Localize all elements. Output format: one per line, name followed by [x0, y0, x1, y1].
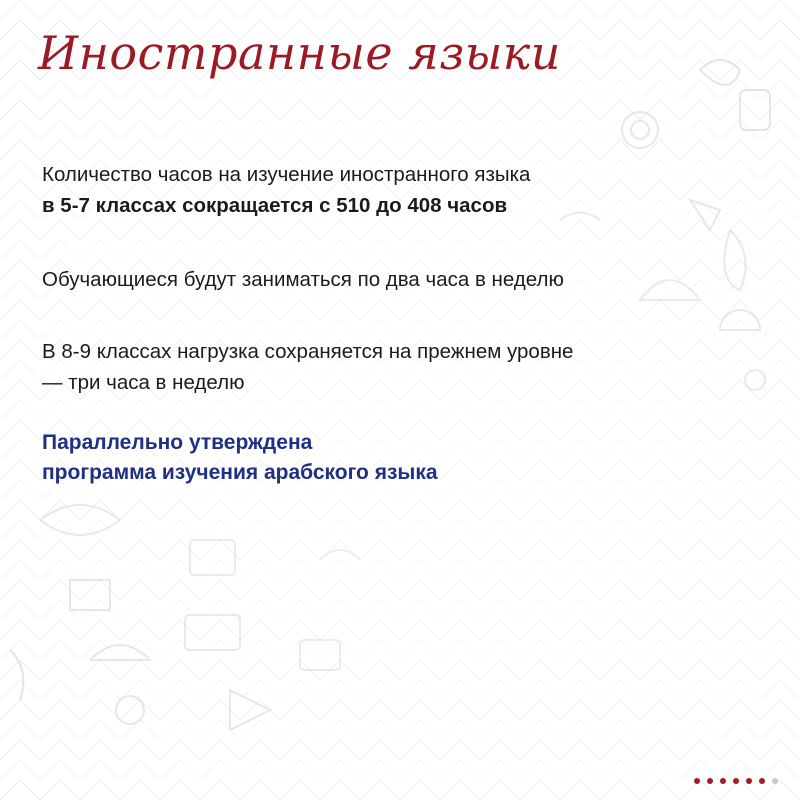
pagination-dot-3[interactable]: [720, 778, 726, 784]
paragraph-hours-line1: Количество часов на изучение иностранного языка: [42, 163, 531, 186]
highlight-line2: программа изучения арабского языка: [42, 461, 438, 484]
paragraph-grades-line2: — три часа в неделю: [42, 371, 245, 394]
pagination-dot-1[interactable]: [694, 778, 700, 784]
paragraph-weekly: [42, 264, 662, 295]
pagination-dots[interactable]: [694, 778, 778, 784]
pagination-dot-5[interactable]: [746, 778, 752, 784]
highlight-line1: Параллельно утверждена: [42, 431, 313, 454]
paragraph-hours: [42, 159, 662, 221]
highlight-arabic: [42, 428, 662, 488]
pagination-dot-6[interactable]: [759, 778, 765, 784]
page-title: Иностранные языки: [38, 26, 561, 80]
pagination-dot-4[interactable]: [733, 778, 739, 784]
pagination-dot-7[interactable]: [772, 778, 778, 784]
paragraph-hours-line2: в 5-7 классах сокращается с 510 до 408 часов: [42, 194, 508, 217]
pagination-dot-2[interactable]: [707, 778, 713, 784]
paragraph-weekly-line1: Обучающиеся будут заниматься по два часа в неделю: [42, 268, 564, 291]
paragraph-grades-line1: В 8-9 классах нагрузка сохраняется на прежнем уровне: [42, 340, 574, 363]
paragraph-grades-8-9: [42, 336, 662, 398]
